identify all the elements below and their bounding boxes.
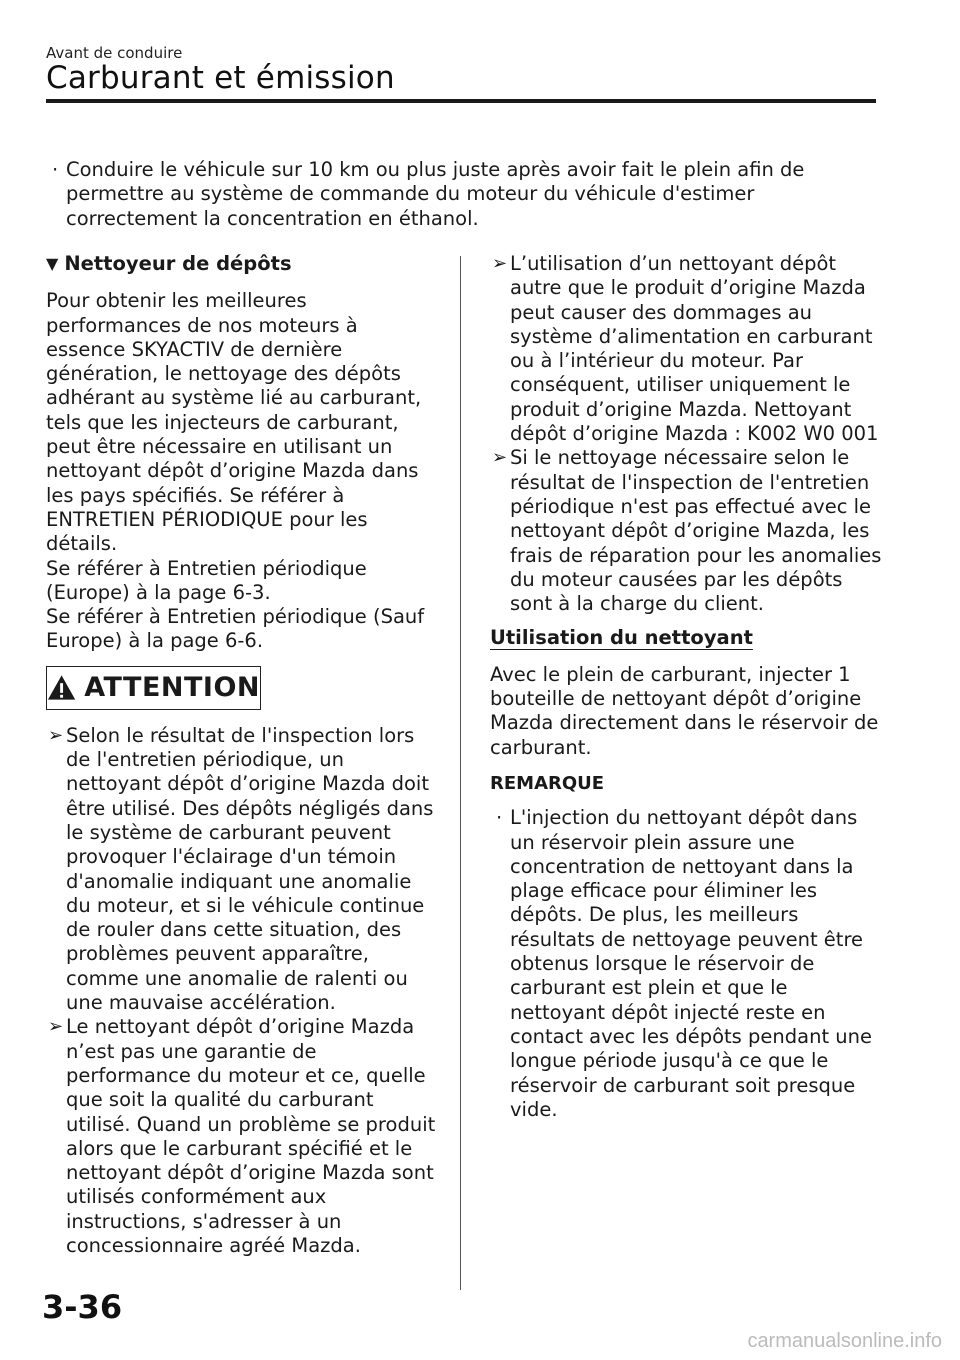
attention-item-text: Selon le résultat de l'inspection lors de l'entretien périodique, un nettoyant dépôt d’origine Mazda doit être utilisé. Des dépôts négligés dans le système de carburant peuvent provoquer l'éclairage d'un témoin d'anomalie indiquant une anomalie du moteur, et si le véhicule continue de rouler dans cette situation, des problèmes peuvent apparaître, comme une anomalie de ralenti ou une mauvaise accélération. (66, 723, 434, 1015)
intro-bullet-item (46, 158, 856, 231)
warning-triangle-icon (47, 674, 76, 701)
arrow-right-icon: ➢ (48, 1016, 64, 1038)
triangle-down-icon: ▼ (46, 254, 59, 273)
column-divider (460, 256, 461, 1290)
page-number: 3-36 (42, 1288, 123, 1326)
attention-item (490, 446, 882, 616)
attention-item-text: L’utilisation d’un nettoyant dépôt autre que le produit d’origine Mazda peut causer des dommages au système d’alimentation en carburant ou à l’intérieur du moteur. Par conséquent, utiliser uniquement le produit d’origine Mazda. Nettoyant dépôt d’origine Mazda : K002 W0 001 (510, 252, 879, 446)
attention-label: ATTENTION (84, 671, 260, 703)
left-column (46, 252, 436, 1258)
attention-item-text: Le nettoyant dépôt d’origine Mazda n’est pas une garantie de performance du moteur et ce, quelle que soit la qualité du carburant utilisé. Quand un problème se produit alors que le carburant spécifié et le nettoyant dépôt d’origine Mazda sont utilisés conformément aux instructions, s'adresser à un concessionnaire agréé Mazda. (66, 1015, 436, 1257)
bullet-dot-icon: · (52, 158, 59, 181)
note-heading: REMARQUE (490, 772, 605, 794)
intro-paragraph: Pour obtenir les meilleures performances de nos moteurs à essence SKYACTIV de dernière génération, le nettoyage des dépôts adhérant au système lié au carburant, tels que les injecteurs de carburant, peut être nécessaire en utilisant un nettoyant dépôt d’origine Mazda dans les pays spécifiés. Se référer à ENTRETIEN PÉRIODIQUE pour les détails. (46, 289, 422, 556)
page-title: Carburant et émission (46, 60, 395, 96)
attention-item (46, 724, 436, 1016)
intro-block (46, 158, 856, 231)
arrow-right-icon: ➢ (492, 447, 508, 469)
watermark: carmanualsonline.info (747, 1330, 942, 1352)
header-section: Avant de conduire (46, 44, 183, 62)
usage-heading: Utilisation du nettoyant (490, 626, 753, 650)
attention-item (46, 1015, 436, 1258)
section-heading (46, 252, 436, 277)
note-item (490, 806, 882, 1122)
arrow-right-icon: ➢ (48, 724, 64, 746)
bullet-dot-icon: · (496, 806, 503, 830)
attention-item (490, 252, 882, 446)
section-heading-text: Nettoyeur de dépôts (64, 252, 292, 275)
note-item-text: L'injection du nettoyant dépôt dans un réservoir plein assure une concentration de nettoyant dans la plage efficace pour éliminer les dépôts. De plus, les meilleurs résultats de nettoyage peuvent être obtenus lorsque le réservoir de carburant est plein et que le nettoyant dépôt injecté reste en contact avec les dépôts pendant une longue période jusqu'à ce que le réservoir de carburant soit presque vide. (510, 806, 873, 1121)
intro-bullet-text: Conduire le véhicule sur 10 km ou plus juste après avoir fait le plein afin de permettre au système de commande du moteur du véhicule d'estimer correctement la concentration en éthanol. (66, 158, 805, 230)
arrow-right-icon: ➢ (492, 253, 508, 274)
attention-box (46, 666, 261, 710)
reference-europe: Se référer à Entretien périodique (Europe) à la page 6-3. (46, 556, 367, 604)
header-rule (46, 99, 876, 103)
reference-non-europe: Se référer à Entretien périodique (Sauf Europe) à la page 6-6. (46, 605, 425, 653)
attention-item-text: Si le nettoyage nécessaire selon le résultat de l'inspection de l'entretien périodique n'est pas effectué avec le nettoyant dépôt d’origine Mazda, les frais de réparation pour les anomalies du moteur causées par les dépôts sont à la charge du client. (510, 446, 882, 616)
usage-paragraph: Avec le plein de carburant, injecter 1 bouteille de nettoyant dépôt d’origine Mazda directement dans le réservoir de carburant. (490, 662, 879, 759)
right-column (490, 252, 882, 1122)
